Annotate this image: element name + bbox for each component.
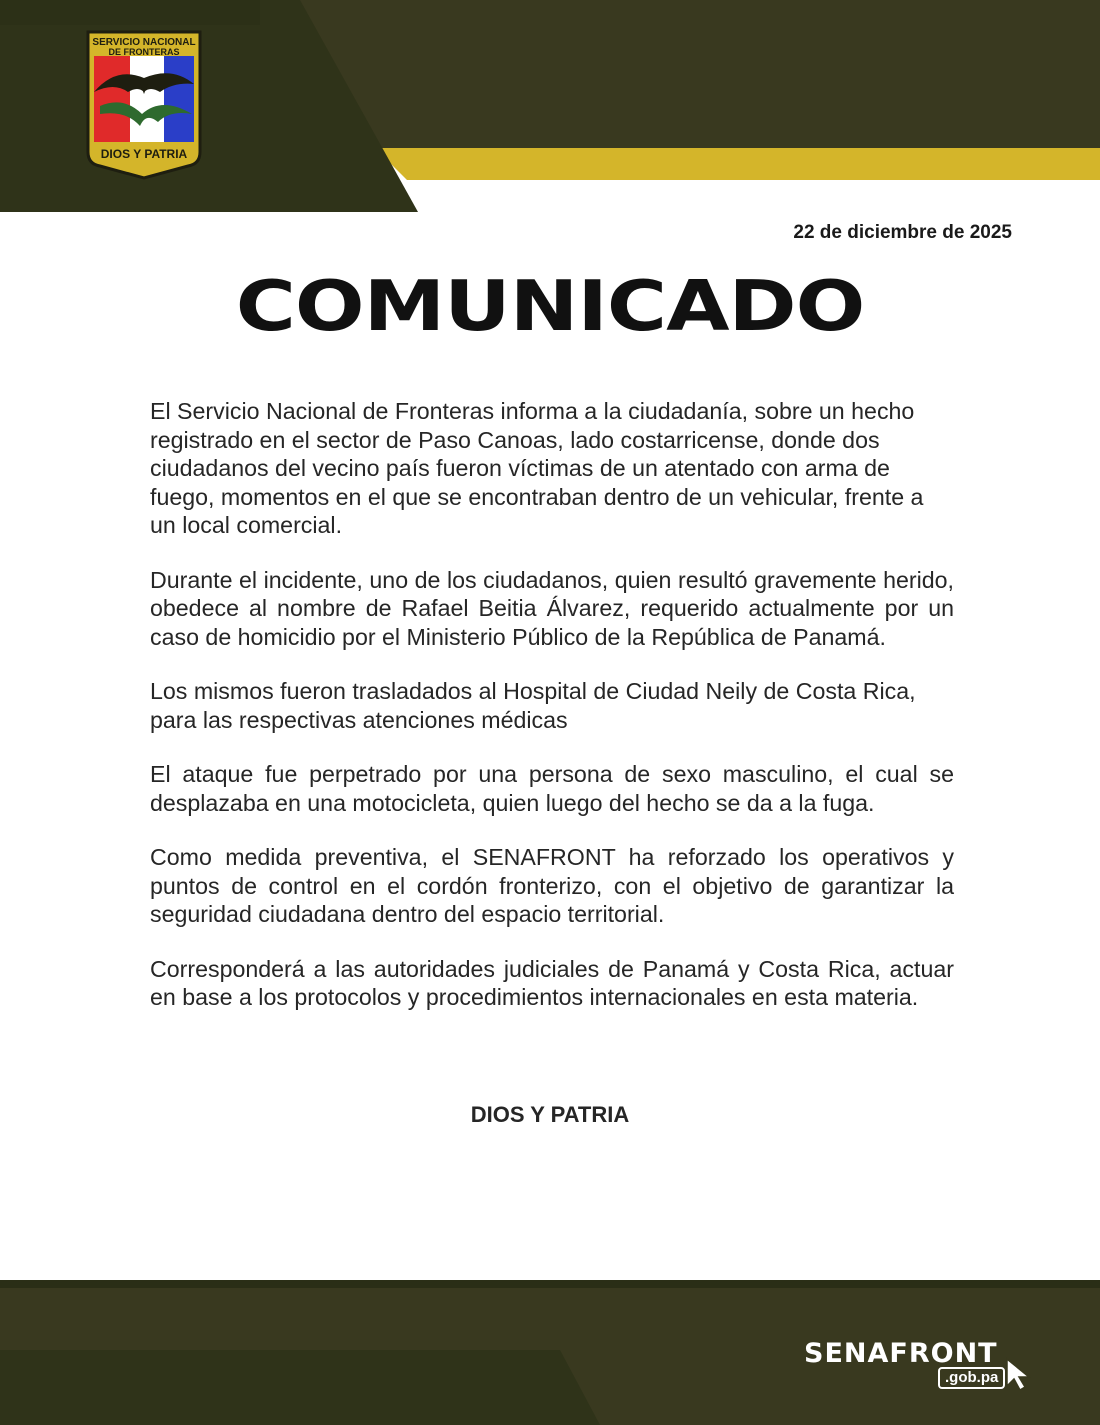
paragraph-2: Durante el incidente, uno de los ciudadanos, quien resultó gravemente herido, obedece al nombre de Rafael Beitia Álvarez, requerido actualmente por un caso de homicidio por el Ministerio Público de la República de Panamá. (150, 566, 954, 650)
footer-brand: SENAFRONT (804, 1338, 998, 1369)
footer-domain: .gob.pa (938, 1367, 1005, 1389)
document-title: COMUNICADO (235, 266, 865, 347)
senafront-shield-logo (80, 22, 208, 182)
logo-top-text-1: SERVICIO NACIONAL (92, 37, 196, 48)
paragraph-4: El ataque fue perpetrado por una persona de sexo masculino, el cual se desplazaba en una motocicleta, quien luego del hecho se da a la fuga. (150, 761, 954, 816)
cursor-arrow-icon (1004, 1356, 1034, 1392)
paragraph-5: Como medida preventiva, el SENAFRONT ha reforzado los operativos y puntos de control en el cordón fronterizo, con el objetivo de garantizar la seguridad ciudadana dentro del espacio territorial. (150, 844, 954, 927)
logo-top-text-2: DE FRONTERAS (108, 47, 180, 57)
document-date: 22 de diciembre de 2025 (793, 222, 1012, 243)
paragraph-6: Corresponderá a las autoridades judiciales de Panamá y Costa Rica, actuar en base a los protocolos y procedimientos internacionales en esta materia. (150, 955, 954, 1010)
closing-motto: DIOS Y PATRIA (470, 1102, 630, 1127)
paragraph-1: El Servicio Nacional de Fronteras informa a la ciudadanía, sobre un hecho registrado en el sector de Paso Canoas, lado costarricense, donde dos ciudadanos del vecino país fueron víctimas de un atentado con arma de fuego, momentos en el que se encontraban dentro de un vehicular, frente a un local comercial. (150, 398, 924, 538)
logo-bottom-text: DIOS Y PATRIA (100, 147, 188, 161)
paragraph-3: Los mismos fueron trasladados al Hospital de Ciudad Neily de Costa Rica, para las respectivas atenciones médicas (150, 678, 916, 733)
document-body (150, 397, 954, 1038)
